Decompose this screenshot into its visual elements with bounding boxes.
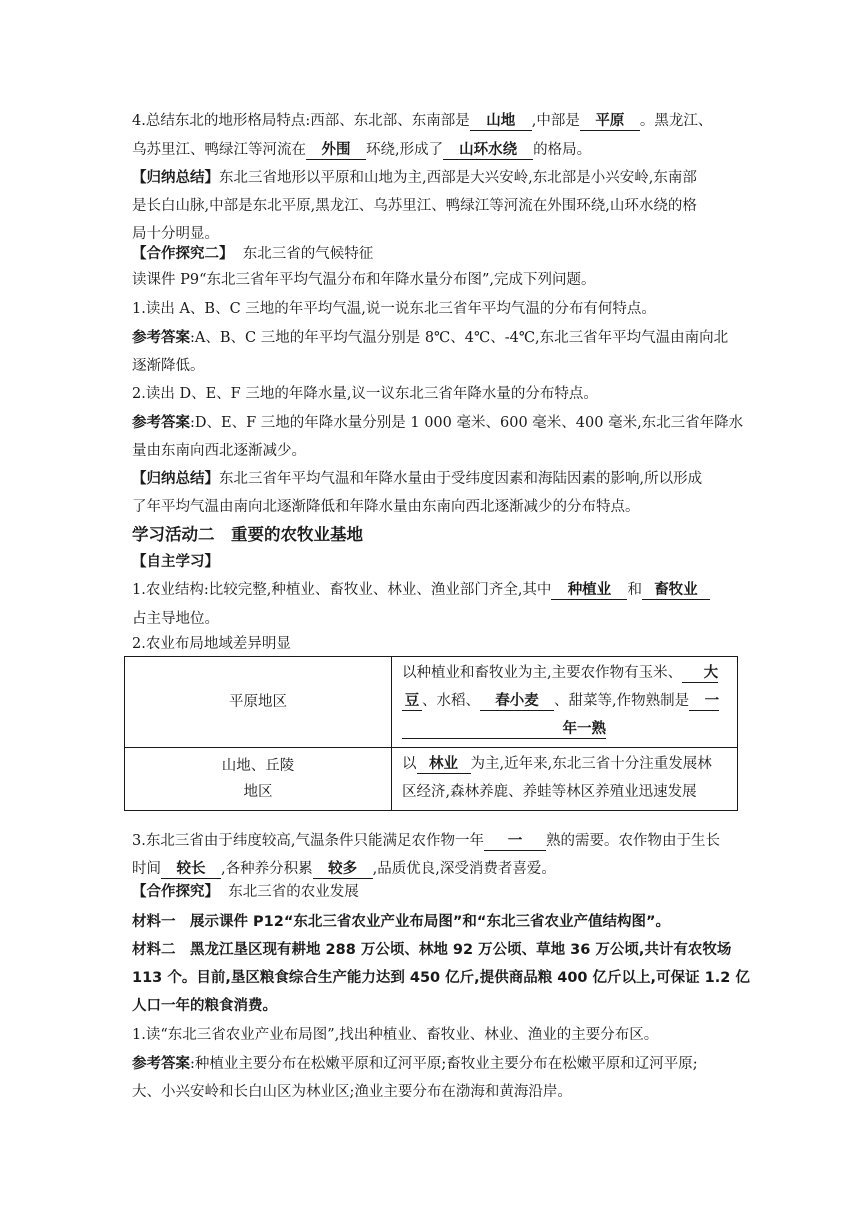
region-label: 地区 [243,784,273,800]
reference-answer-label: 参考答案 [132,1056,190,1072]
self-study-question-2 [132,634,742,654]
text: 了年平均气温由南向北逐渐降低和年降水量由东南向西北逐渐减少的分布特点。 [132,499,640,515]
summary-label: 【归纳总结】 [132,170,219,186]
coop-2-heading [132,244,742,264]
text: 1.读“东北三省农业产业布局图”,找出种植业、畜牧业、林业、渔业的主要分布区。 [132,1027,659,1043]
text: 时间 [132,861,161,877]
reference-answer-label: 参考答案 [132,330,190,346]
answer-blank: 平原 [580,112,640,131]
self-study-question-3-line-2 [132,859,742,879]
coop-2-answer-2-line-2 [132,441,742,461]
text: 2.农业布局地域差异明显 [132,636,291,652]
answer-blank: 豆 [402,692,422,711]
text: 。黑龙江、 [639,113,713,129]
text: 乌苏里江、鸭绿江等河流在 [132,142,306,158]
coop-3-answer-1-line-1 [132,1054,742,1074]
material-1: 材料一 展示课件 P12“东北三省农业产业布局图”和“东北三省农业产值结构图”。 [132,914,670,930]
answer-blank: 山地 [470,112,532,131]
table-cell-region [125,657,392,748]
table-cell-region [125,748,392,811]
text: 逐渐降低。 [132,358,205,374]
text: :A、B、C 三地的年平均气温分别是 8℃、4℃、-4℃,东北三省年平均气温由南向北 [190,330,729,346]
material-2-line-2: 113 个。目前,垦区粮食综合生产能力达到 450 亿斤,提供商品粮 400 亿斤以上,可保证 1.2 亿 [132,970,750,986]
text: 和 [627,582,642,598]
answer-blank: 一 [689,692,719,711]
text: 区经济,森林养鹿、养蛙等林区养殖业迅速发展 [402,784,697,800]
text: 读课件 P9“东北三省年平均气温分布和年降水量分布图”,完成下列问题。 [132,272,596,288]
coop-3-answer-1-line-2 [132,1082,742,1102]
answer-blank: 一 [484,832,546,851]
text: 局十分明显。 [132,226,219,242]
table-cell-description [392,748,738,811]
self-study-heading [132,552,742,572]
text: 3.东北三省由于纬度较高,气温条件只能满足农作物一年 [132,833,484,849]
text: 量由东南向西北逐渐减少。 [132,443,306,459]
coop-2-intro [132,270,742,290]
text: 4.总结东北的地形格局特点:西部、东北部、东南部是 [132,113,470,129]
answer-blank: 山环水绕 [443,141,533,160]
text: ,各种养分积累 [221,861,313,877]
material-2-line-1: 材料二 黑龙江垦区现有耕地 288 万公顷、林地 92 万公顷、草地 36 万公顷,共计有农牧场 [132,942,732,958]
text: ,品质优良,深受消费者喜爱。 [372,861,556,877]
region-label: 山地、丘陵 [221,758,295,774]
text: ,中部是 [531,113,580,129]
summary-1-line-2 [132,196,742,216]
coop-label: 【合作探究二】 [132,246,234,262]
coop-2-answer-1-line-1 [132,328,742,348]
summary-2-line-2 [132,497,742,517]
text: 熟的需要。农作物由于生长 [545,833,720,849]
text: 以种植业和畜牧业为主,主要农作物有玉米、 [402,665,683,681]
summary-1-line-1 [132,168,742,188]
text: 环绕,形成了 [366,142,444,158]
table-cell-description [392,657,738,748]
coop-2-answer-2-line-1 [132,413,742,433]
text: 1.读出 A、B、C 三地的年平均气温,说一说东北三省年平均气温的分布有何特点。 [132,301,656,317]
text: 以 [402,756,417,772]
answer-blank: 外围 [306,141,366,160]
answer-blank: 种植业 [551,581,627,600]
summary-1-line-3 [132,224,742,244]
coop-label: 【合作探究】 [132,884,219,900]
question-4-line-1 [132,111,742,131]
self-study-question-1-line-1 [132,580,742,600]
answer-blank: 大 [682,664,718,683]
answer-blank: 畜牧业 [642,581,710,600]
activity-2-heading: 学习活动二 重要的农牧业基地 [132,525,363,544]
text: 2.读出 D、E、F 三地的年降水量,议一议东北三省年降水量的分布特点。 [132,386,598,402]
coop-2-question-2 [132,384,742,404]
coop-2-question-1 [132,299,742,319]
region-label: 平原地区 [229,694,287,710]
self-study-label: 【自主学习】 [132,554,219,570]
coop-title: 东北三省的农业发展 [228,884,359,900]
coop-title: 东北三省的气候特征 [242,246,374,262]
coop-3-question-1 [132,1025,742,1045]
answer-blank: 较长 [161,860,221,879]
question-4-line-2 [132,140,742,160]
answer-blank: 林业 [417,755,471,774]
self-study-question-3-line-1 [132,831,742,851]
text: 1.农业结构:比较完整,种植业、畜牧业、林业、渔业部门齐全,其中 [132,582,552,598]
text: 东北三省年平均气温和年降水量由于受纬度因素和海陆因素的影响,所以形成 [219,471,703,487]
text: 、水稻、 [422,693,480,709]
coop-2-answer-1-line-2 [132,356,742,376]
text: 东北三省地形以平原和山地为主,西部是大兴安岭,东北部是小兴安岭,东南部 [219,170,697,186]
material-2-line-3: 人口一年的粮食消费。 [132,998,277,1014]
text: 的格局。 [533,142,592,158]
text: :种植业主要分布在松嫩平原和辽河平原;畜牧业主要分布在松嫩平原和辽河平原; [190,1056,698,1072]
text: 占主导地位。 [132,611,219,627]
coop-3-heading [132,882,742,902]
text: 是长白山脉,中部是东北平原,黑龙江、乌苏里江、鸭绿江等河流在外围环绕,山环水绕的格 [132,198,697,214]
summary-2-line-1 [132,469,742,489]
text: 大、小兴安岭和长白山区为林业区;渔业主要分布在渤海和黄海沿岸。 [132,1084,572,1100]
agriculture-layout-table [124,656,738,811]
table-row [125,748,738,811]
reference-answer-label: 参考答案 [132,415,190,431]
answer-blank: 年一熟 [402,720,606,739]
answer-blank: 较多 [313,860,373,879]
text: :D、E、F 三地的年降水量分别是 1 000 毫米、600 毫米、400 毫米,东北三省年降水 [190,415,744,431]
text: 、甜菜等,作物熟制是 [554,693,690,709]
answer-blank: 春小麦 [480,692,554,711]
self-study-question-1-line-2 [132,609,742,629]
summary-label: 【归纳总结】 [132,471,219,487]
table-row [125,657,738,748]
text: 为主,近年来,东北三省十分注重发展林 [470,756,712,772]
